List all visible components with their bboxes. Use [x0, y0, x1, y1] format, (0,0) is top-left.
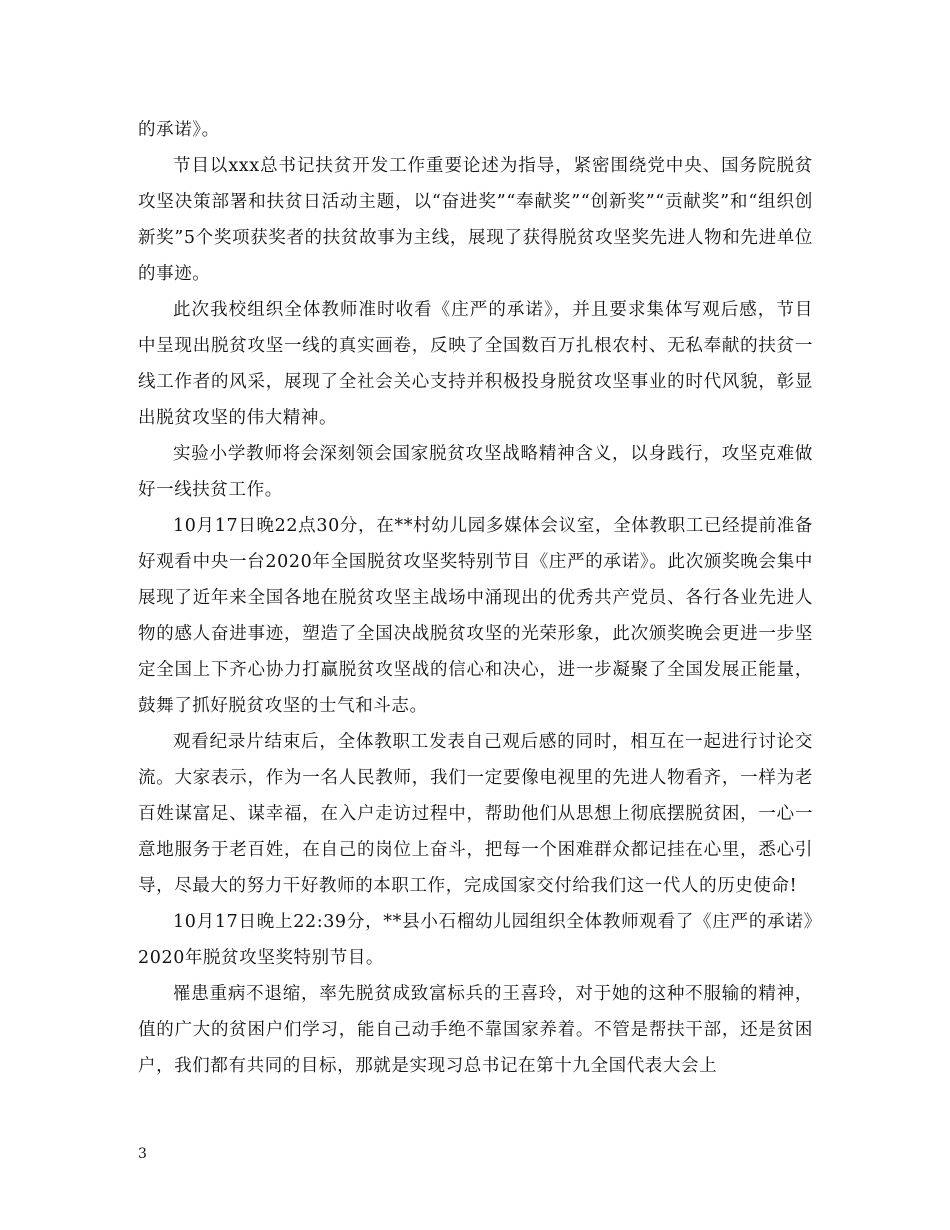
document-body: [138, 112, 813, 1084]
paragraph: 节目以xxx总书记扶贫开发工作重要论述为指导，紧密围绕党中央、国务院脱贫攻坚决策部署和扶贫日活动主题，以“奋进奖”“奉献奖”“创新奖”“贡献奖”和“组织创新奖”5个奖项获奖者的扶贫故事为主线，展现了获得脱贫攻坚奖先进人物和先进单位的事迹。: [138, 156, 813, 284]
paragraph: 观看纪录片结束后，全体教职工发表自己观后感的同时，相互在一起进行讨论交流。大家表示，作为一名人民教师，我们一定要像电视里的先进人物看齐，一样为老百姓谋富足、谋幸福，在入户走访过程中，帮助他们从思想上彻底摆脱贫困，一心一意地服务于老百姓，在自己的岗位上奋斗，把每一个困难群众都记挂在心里，悉心引导，尽最大的努力干好教师的本职工作，完成国家交付给我们这一代人的历史使命!: [138, 732, 813, 896]
paragraph: 实验小学教师将会深刻领会国家脱贫攻坚战略精神含义，以身践行，攻坚克难做好一线扶贫工作。: [138, 444, 813, 500]
paragraph: 罹患重病不退缩，率先脱贫成致富标兵的王喜玲，对于她的这种不服输的精神，值的广大的贫困户们学习，能自己动手绝不靠国家养着。不管是帮扶干部，还是贫困户，我们都有共同的目标，那就是实现习总书记在第十九全国代表大会上: [138, 984, 813, 1076]
paragraph-continuation: 的承诺》。: [138, 120, 220, 140]
paragraph: 10月17日晚上22:39分，**县小石榴幼儿园组织全体教师观看了《庄严的承诺》2020年脱贫攻坚奖特别节目。: [138, 912, 813, 968]
paragraph: 10月17日晚22点30分，在**村幼儿园多媒体会议室，全体教职工已经提前准备好观看中央一台2020年全国脱贫攻坚奖特别节目《庄严的承诺》。此次颁奖晚会集中展现了近年来全国各地在脱贫攻坚主战场中涌现出的优秀共产党员、各行各业先进人物的感人奋进事迹，塑造了全国决战脱贫攻坚的光荣形象，此次颁奖晚会更进一步坚定全国上下齐心协力打赢脱贫攻坚战的信心和决心，进一步凝聚了全国发展正能量，鼓舞了抓好脱贫攻坚的士气和斗志。: [138, 516, 813, 716]
paragraph: 此次我校组织全体教师准时收看《庄严的承诺》，并且要求集体写观后感，节目中呈现出脱贫攻坚一线的真实画卷，反映了全国数百万扎根农村、无私奉献的扶贫一线工作者的风采，展现了全社会关心支持并积极投身脱贫攻坚事业的时代风貌，彰显出脱贫攻坚的伟大精神。: [138, 300, 813, 428]
page-number: 3: [138, 1146, 147, 1162]
